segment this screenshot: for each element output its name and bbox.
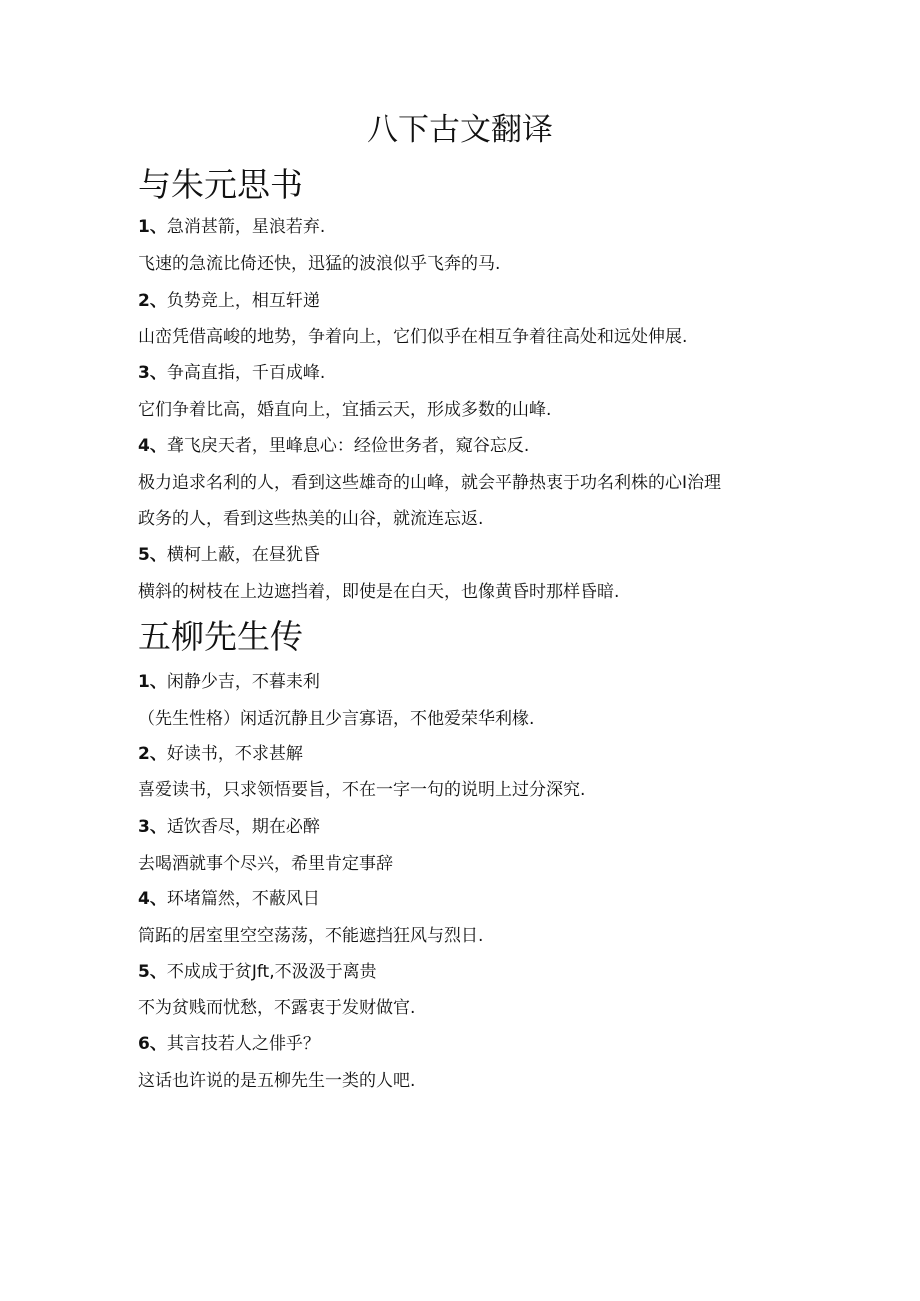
original-text: 负势竞上，相互轩递 [166, 291, 320, 311]
section-heading-yu-zhu-yuan-si-shu: 与朱元思书 [138, 165, 303, 204]
translation-line: 政务的人，看到这些热美的山谷，就流连忘返. [138, 509, 484, 529]
original-line [138, 669, 320, 695]
original-text: 争高直指，千百成峰. [166, 363, 326, 383]
original-text: 横柯上蔽，在昼犹昏 [166, 545, 320, 565]
original-text: 闲静少吉，不暮耒利 [166, 672, 320, 692]
translation-line: 不为贫贱而忧愁，不露衷于发财做官. [138, 998, 416, 1018]
original-line [138, 214, 325, 240]
translation-line: 去喝酒就事个尽兴，希里肯定事辞 [138, 854, 393, 874]
item-number: 1、 [138, 217, 167, 237]
item-number: 4、 [138, 436, 167, 456]
original-text: 急消甚箭，星浪若弃. [166, 217, 326, 237]
original-line [138, 360, 325, 386]
item-number: 3、 [138, 363, 167, 383]
translation-line: 极力追求名利的人，看到这些雄奇的山峰，就会平静热衷于功名利株的心I治理 [138, 473, 722, 493]
original-line [138, 814, 320, 840]
item-number: 3、 [138, 817, 167, 837]
original-text: 其言技若人之俳乎？ [166, 1034, 320, 1054]
original-text: 聋飞戾天者，里峰息心：经俭世务者，窥谷忘反. [166, 436, 530, 456]
item-number: 6、 [138, 1034, 167, 1054]
item-number: 2、 [138, 744, 167, 764]
translation-line: 山峦凭借高峻的地势，争着向上，它们似乎在相互争着往高处和远处伸展. [138, 327, 688, 347]
original-line [138, 1031, 320, 1057]
translation-line: （先生性格）闲适沉静且少言寡语，不他爱荣华利椽. [138, 709, 535, 729]
original-line [138, 288, 320, 314]
translation-line: 筒跖的居室里空空荡荡，不能遮挡狂风与烈日. [138, 926, 484, 946]
original-text: 不成成于贫Jft,不汲汲于离贵 [166, 962, 377, 982]
section-heading-wu-liu-xian-sheng-zhuan: 五柳先生传 [138, 617, 303, 656]
translation-line: 横斜的树枝在上边遮挡着，即使是在白天，也像黄昏时那样昏暗. [138, 582, 620, 602]
original-line [138, 542, 320, 568]
original-line [138, 741, 303, 767]
original-line [138, 959, 377, 985]
item-number: 5、 [138, 962, 167, 982]
page-title: 八下古文翻译 [367, 112, 553, 148]
item-number: 4、 [138, 889, 167, 909]
translation-line: 飞速的急流比倚还快，迅猛的波浪似乎飞奔的马. [138, 254, 501, 274]
item-number: 2、 [138, 291, 167, 311]
original-text: 适饮香尽，期在必醉 [166, 817, 320, 837]
item-number: 5、 [138, 545, 167, 565]
translation-line: 它们争着比高，婚直向上，宜插云天，形成多数的山峰. [138, 400, 552, 420]
original-text: 环堵篇然，不蔽风日 [166, 889, 320, 909]
original-line [138, 433, 529, 459]
original-line [138, 886, 320, 912]
translation-line: 喜爱读书，只求领悟要旨，不在一字一句的说明上过分深究. [138, 780, 586, 800]
translation-line: 这话也许说的是五柳先生一类的人吧. [138, 1071, 416, 1091]
original-text: 好读书，不求甚解 [166, 744, 303, 764]
item-number: 1、 [138, 672, 167, 692]
